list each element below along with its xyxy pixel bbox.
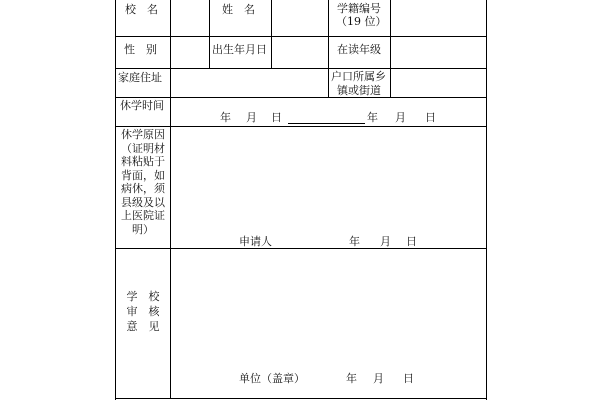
leave-time-label: 休学时间 — [120, 99, 164, 112]
school-opinion-label-line: 审 核 — [126, 305, 160, 318]
school-opinion-label — [116, 289, 170, 334]
table-border-right — [486, 0, 487, 400]
applicant-year: 年 — [349, 235, 360, 248]
student-id-field[interactable] — [391, 1, 485, 35]
leave-start-year: 年 — [220, 111, 231, 124]
reason-label-line: 料粘贴于 — [121, 155, 165, 168]
school-field[interactable] — [171, 1, 208, 35]
reason-label-line: 县级及以 — [121, 195, 165, 209]
address-field[interactable] — [171, 69, 327, 96]
reason-label-line: 病休，须 — [121, 182, 165, 195]
reason-label-line: 上医院证 — [121, 209, 165, 222]
leave-start-month: 月 — [246, 111, 257, 124]
hukou-field[interactable] — [391, 69, 485, 96]
leave-period-underline[interactable] — [288, 123, 365, 124]
school-label: 校 名 — [125, 3, 158, 16]
school-opinion-field[interactable] — [171, 249, 485, 367]
birth-date-label: 出生年月日 — [212, 43, 267, 56]
table-border-bottom — [115, 398, 487, 399]
applicant-month: 月 — [380, 235, 391, 248]
reason-label-line: 明） — [132, 222, 154, 236]
unit-seal-label: 单位（盖章） — [239, 372, 305, 385]
reason-field[interactable] — [171, 127, 485, 232]
grade-field[interactable] — [391, 37, 485, 67]
unit-day: 日 — [403, 372, 414, 385]
unit-month: 月 — [373, 372, 384, 385]
gender-label: 性 别 — [124, 43, 157, 56]
applicant-day: 日 — [406, 235, 417, 248]
school-opinion-label-line: 意 见 — [126, 320, 160, 333]
name-label: 姓 名 — [222, 3, 255, 16]
col-divider-student-id — [328, 0, 329, 97]
unit-year: 年 — [346, 372, 357, 385]
leave-start-day: 日 — [271, 111, 282, 124]
col-divider-name — [209, 0, 210, 68]
reason-label-line: 休学原因 — [121, 128, 165, 141]
hukou-label: 户口所属乡 — [331, 70, 386, 83]
applicant-label: 申请人 — [239, 235, 272, 248]
leave-end-month: 月 — [395, 111, 406, 124]
address-label: 家庭住址 — [118, 71, 162, 84]
student-id-label: 学籍编号 — [337, 2, 381, 15]
grade-label: 在读年级 — [337, 43, 381, 56]
gender-field[interactable] — [171, 37, 208, 67]
student-id-label-digits: （19 位） — [336, 15, 387, 28]
name-field[interactable] — [272, 1, 327, 35]
birth-date-field[interactable] — [272, 37, 327, 67]
reason-label-line: （证明材 — [121, 141, 165, 155]
leave-end-year: 年 — [367, 111, 378, 124]
reason-label — [116, 128, 170, 236]
hukou-label-line2: 镇或街道 — [337, 84, 381, 97]
school-opinion-label-line: 学 校 — [126, 290, 160, 303]
leave-end-day: 日 — [425, 111, 436, 124]
reason-label-line: 背面，如 — [121, 168, 165, 182]
